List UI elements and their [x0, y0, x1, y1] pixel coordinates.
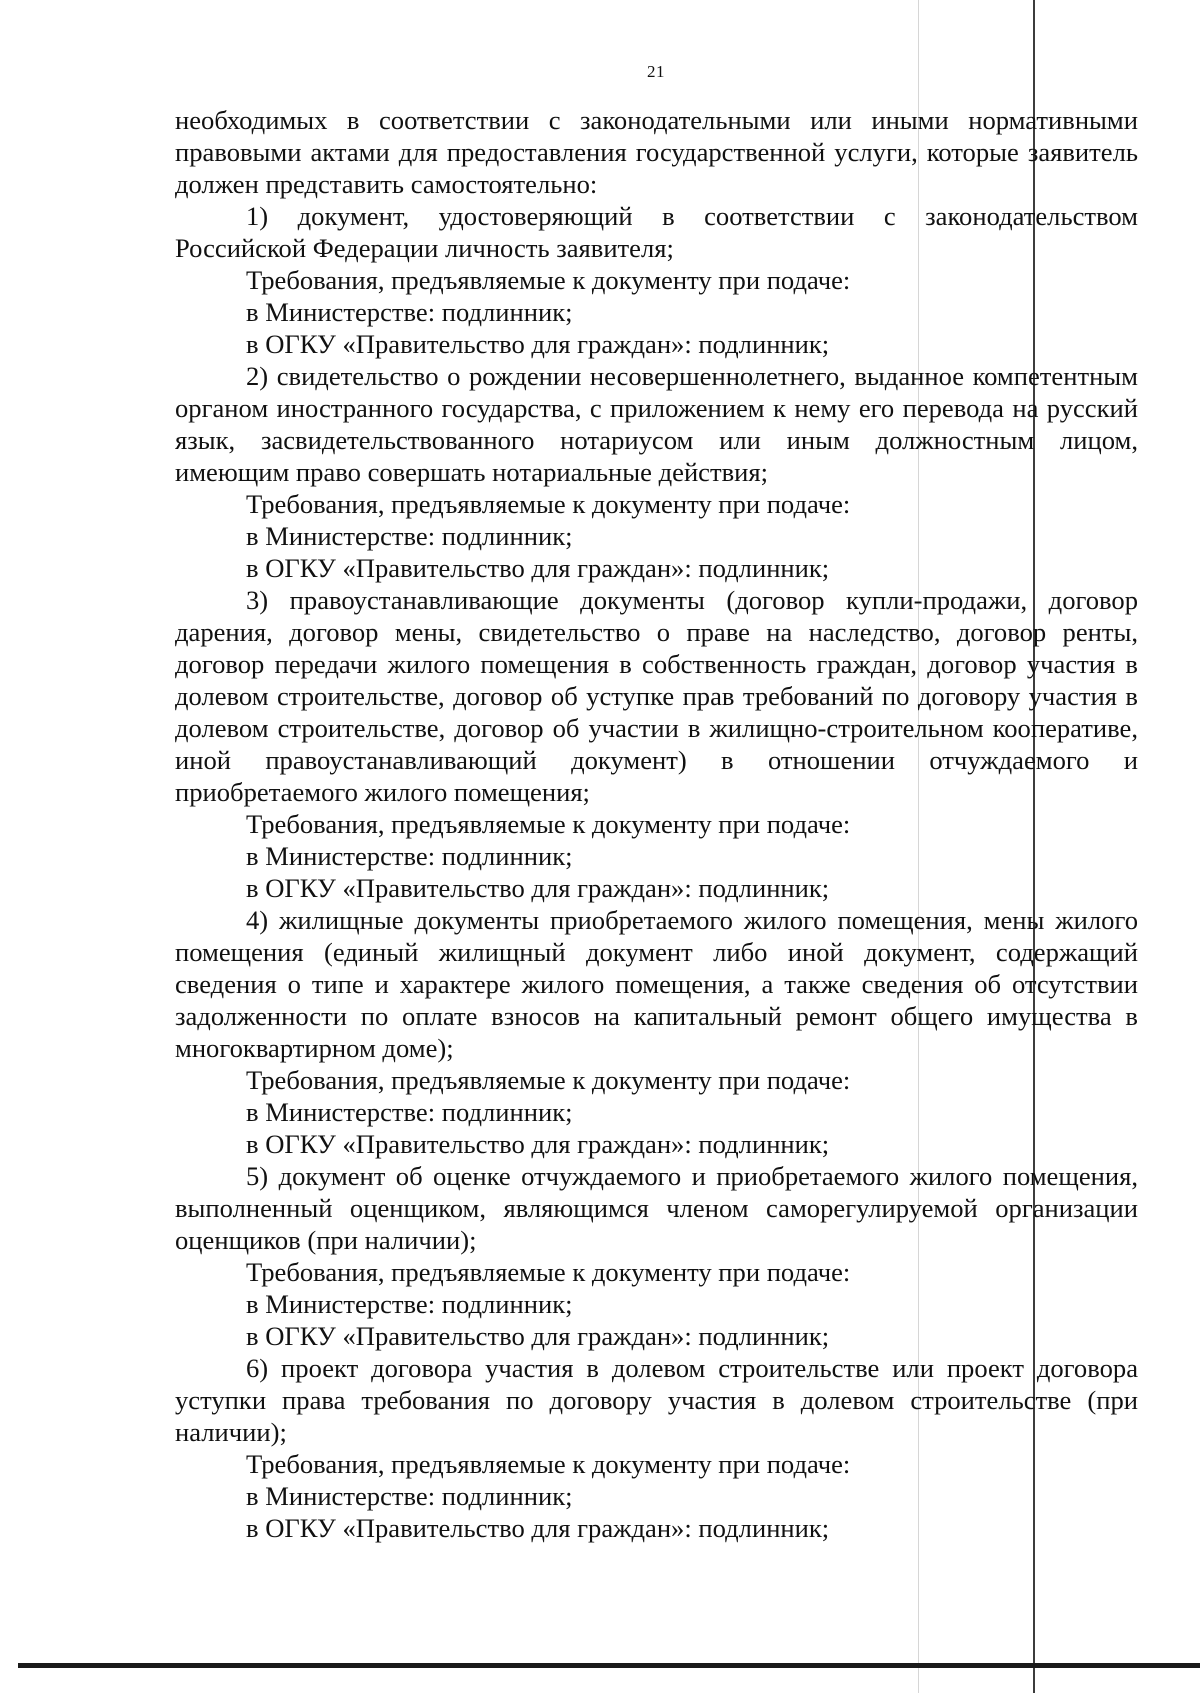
paragraph: в Министерстве: подлинник;	[246, 521, 573, 551]
paragraph: в Министерстве: подлинник;	[246, 841, 573, 871]
paragraph: Требования, предъявляемые к документу при подаче:	[246, 489, 851, 519]
paragraph: в ОГКУ «Правительство для граждан»: подлинник;	[246, 873, 830, 903]
paragraph: 2) свидетельство о рождении несовершеннолетнего, выданное компетентным органом иностранного государства, с приложением к нему его перевода на русский язык, засвидетельствованного нотариусом или иным должностным лицом, имеющим право совершать нотариальные действия;	[175, 361, 1138, 487]
paragraph: 4) жилищные документы приобретаемого жилого помещения, мены жилого помещения (единый жилищный документ либо иной документ, содержащий сведения о типе и характере жилого помещения, а также сведения об отсутствии задолженности по оплате взносов на капитальный ремонт общего имущества в многоквартирном доме);	[175, 905, 1138, 1063]
paragraph: в Министерстве: подлинник;	[246, 1289, 573, 1319]
page-number: 21	[647, 62, 665, 81]
paragraph: в Министерстве: подлинник;	[246, 1097, 573, 1127]
paragraph: 1) документ, удостоверяющий в соответствии с законодательством Российской Федерации личность заявителя;	[175, 201, 1138, 263]
paragraph: Требования, предъявляемые к документу при подаче:	[246, 1449, 851, 1479]
paragraph: в ОГКУ «Правительство для граждан»: подлинник;	[246, 329, 830, 359]
paragraph: в Министерстве: подлинник;	[246, 297, 573, 327]
scan-artifact-bottom-border	[18, 1663, 1200, 1668]
paragraph: Требования, предъявляемые к документу при подаче:	[246, 1065, 851, 1095]
document-body	[175, 104, 1138, 1544]
paragraph: в ОГКУ «Правительство для граждан»: подлинник;	[246, 1129, 830, 1159]
paragraph: в Министерстве: подлинник;	[246, 1481, 573, 1511]
paragraph: в ОГКУ «Правительство для граждан»: подлинник;	[246, 1321, 830, 1351]
paragraph: Требования, предъявляемые к документу при подаче:	[246, 809, 851, 839]
paragraph: необходимых в соответствии с законодательными или иными нормативными правовыми актами для предоставления государственной услуги, которые заявитель должен представить самостоятельно:	[175, 105, 1138, 199]
paragraph: 6) проект договора участия в долевом строительстве или проект договора уступки права требования по договору участия в долевом строительстве (при наличии);	[175, 1353, 1138, 1447]
paragraph: Требования, предъявляемые к документу при подаче:	[246, 1257, 851, 1287]
paragraph: в ОГКУ «Правительство для граждан»: подлинник;	[246, 553, 830, 583]
paragraph: Требования, предъявляемые к документу при подаче:	[246, 265, 851, 295]
paragraph: 3) правоустанавливающие документы (договор купли-продажи, договор дарения, договор мены, свидетельство о праве на наследство, договор ренты, договор передачи жилого помещения в собственность граждан, договор участия в долевом строительстве, договор об уступке прав требований по договору участия в долевом строительстве, договор об участии в жилищно-строительном кооперативе, иной правоустанавливающий документ) в отношении отчуждаемого и приобретаемого жилого помещения;	[175, 585, 1138, 807]
paragraph: 5) документ об оценке отчуждаемого и приобретаемого жилого помещения, выполненный оценщиком, являющимся членом саморегулируемой организации оценщиков (при наличии);	[175, 1161, 1138, 1255]
paragraph: в ОГКУ «Правительство для граждан»: подлинник;	[246, 1513, 830, 1543]
